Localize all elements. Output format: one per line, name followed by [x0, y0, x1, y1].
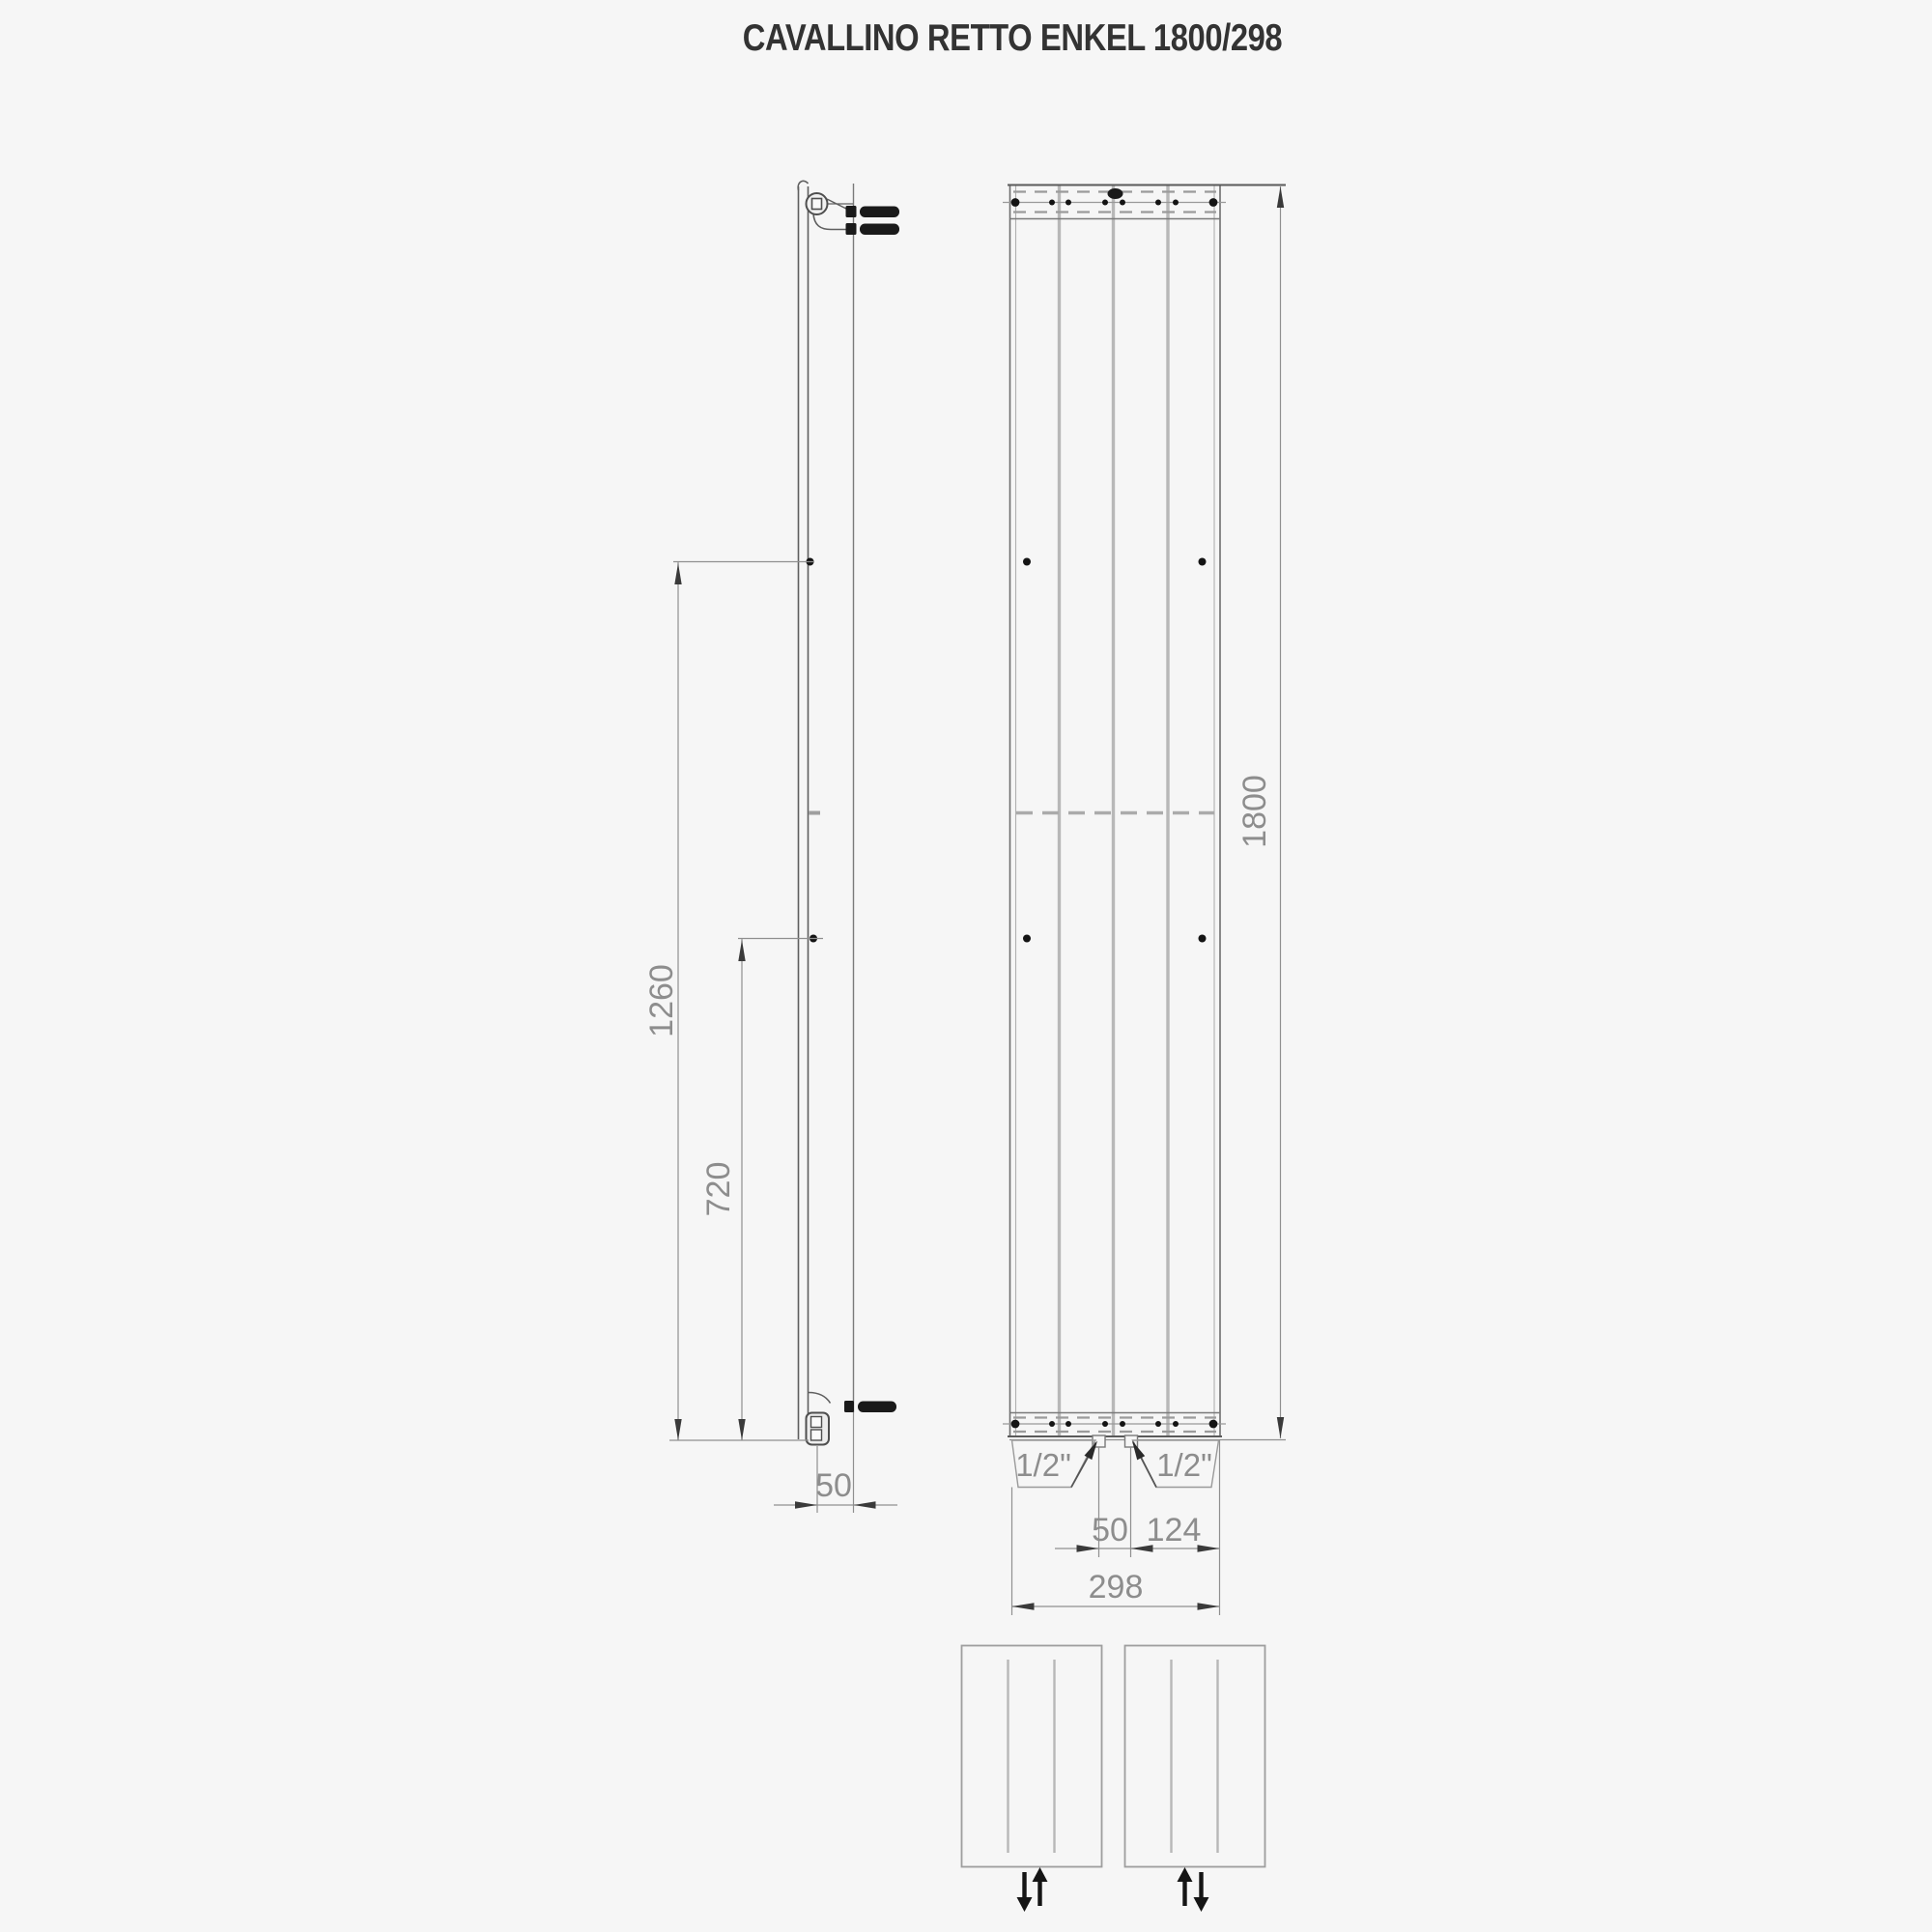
side-dimensions	[669, 562, 897, 1514]
connection-label-right: 1/2"	[1156, 1447, 1212, 1483]
bottom-footer	[1003, 1413, 1286, 1448]
dim-label-720: 720	[699, 1161, 737, 1217]
height-dimension	[1277, 186, 1284, 1438]
dim-label-1800: 1800	[1236, 775, 1273, 848]
dim-label-50-side: 50	[815, 1467, 852, 1504]
bracket-square	[812, 199, 822, 210]
side-dimension-arrows	[674, 563, 875, 1509]
bottom-valve-body	[858, 1402, 896, 1413]
dim-label-298: 298	[1088, 1569, 1144, 1605]
top-header	[1003, 185, 1286, 219]
drawing-title: CAVALLINO RETTO ENKEL 1800/298	[742, 17, 1283, 59]
dim-label-50: 50	[1092, 1512, 1128, 1548]
bottom-valve-nut	[844, 1401, 854, 1412]
connection-option-right	[1125, 1646, 1265, 1913]
flow-arrows-up-down	[1178, 1867, 1209, 1912]
connection-option-left	[962, 1646, 1102, 1913]
side-view	[798, 181, 899, 1444]
side-panel-top-hook	[798, 181, 808, 190]
top-vent-plug	[1108, 188, 1123, 199]
dim-label-1260: 1260	[642, 964, 680, 1037]
dim-label-124: 124	[1146, 1512, 1202, 1548]
bottom-bracket	[807, 1393, 897, 1445]
connection-label-left: 1/2"	[1015, 1447, 1071, 1483]
flow-arrows-down-up	[1017, 1867, 1048, 1912]
leader-arrow-right	[1132, 1441, 1145, 1461]
